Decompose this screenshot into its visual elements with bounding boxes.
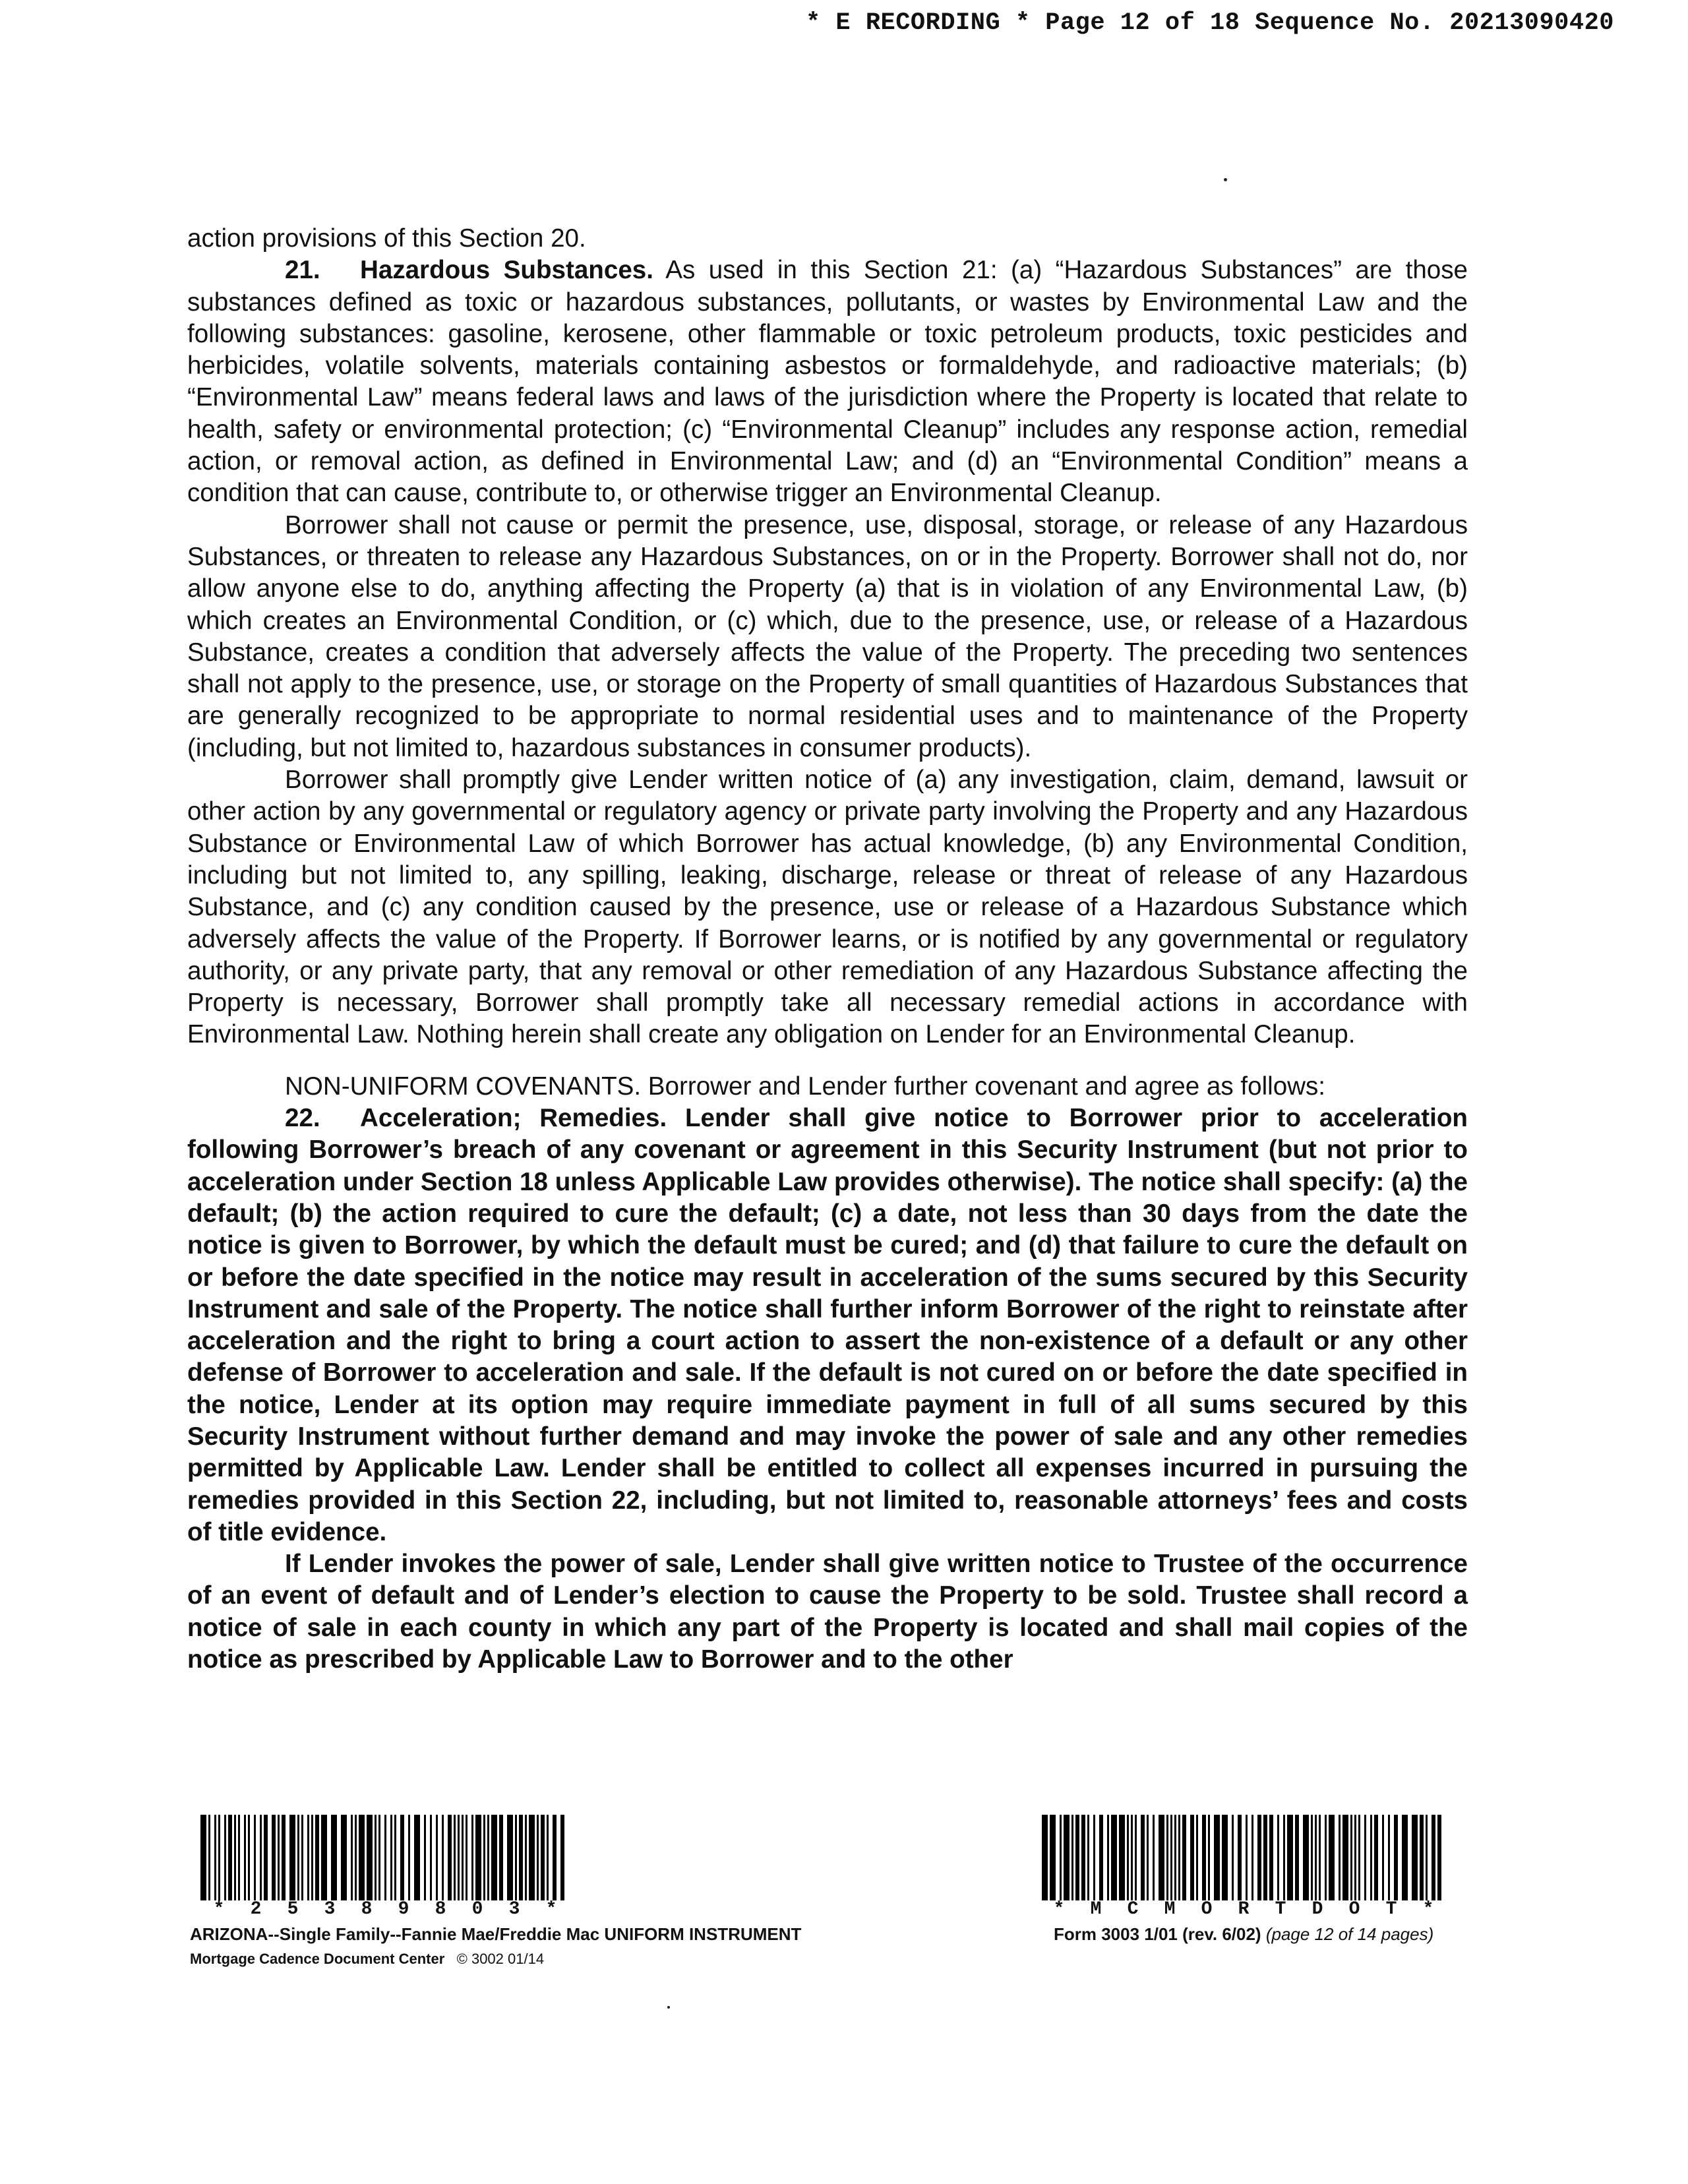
barcode-char: C (1127, 1899, 1139, 1920)
barcode-bar (384, 1815, 386, 1900)
barcode-char: 3 (324, 1899, 336, 1920)
barcode-bar (1437, 1815, 1441, 1900)
barcode-bar (448, 1815, 452, 1900)
barcode-bar (315, 1815, 319, 1900)
barcode-bar (260, 1815, 262, 1900)
barcode-bar (1147, 1815, 1149, 1900)
barcode-bar (547, 1815, 549, 1900)
barcode-bar (553, 1815, 557, 1900)
barcode-bar (541, 1815, 545, 1900)
barcode-bar (1382, 1815, 1384, 1900)
barcode-char: 2 (250, 1899, 262, 1920)
barcode-bar (307, 1815, 309, 1900)
section-21 (187, 255, 1468, 509)
barcode-bar (1050, 1815, 1056, 1900)
scan-speck (1224, 178, 1227, 181)
barcode-bar (1099, 1815, 1103, 1900)
barcode-bar (1042, 1815, 1048, 1900)
barcode-right (1042, 1815, 1448, 1900)
barcode-bar (394, 1815, 396, 1900)
barcode-bar (1319, 1815, 1321, 1900)
non-uniform-covenants: NON-UNIFORM COVENANTS. Borrower and Lender further covenant and agree as follows: (285, 1072, 1326, 1101)
barcode-bar (1287, 1815, 1293, 1900)
barcode-bar (321, 1815, 327, 1900)
barcode-bar (1315, 1815, 1317, 1900)
barcode-bar (351, 1815, 353, 1900)
barcode-bar (1238, 1815, 1242, 1900)
footer-form-label: Form 3003 1/01 (rev. 6/02) (1054, 1924, 1261, 1944)
barcode-bar (458, 1815, 460, 1900)
barcode-bar (560, 1815, 564, 1900)
barcode-char: 8 (361, 1899, 373, 1920)
barcode-bar (442, 1815, 444, 1900)
barcode-left-text (200, 1899, 570, 1920)
barcode-bar (228, 1815, 232, 1900)
barcode-bar (311, 1815, 313, 1900)
barcode-bar (1153, 1815, 1155, 1900)
barcode-bar (1159, 1815, 1164, 1900)
barcode-bar (390, 1815, 392, 1900)
paragraph-borrower-notice: Borrower shall promptly give Lender written notice of (a) any investigation, claim, demand, lawsuit or other action by any governmental or regulatory agency or private party involving the Property and any Hazardous Substance or Environmental Law of which Borrower has actual knowledge, (b) any Environmental Condition, including but not limited to, any spilling, leaking, discharge, release or threat of release of any Hazardous Substance, and (c) any condition caused by the presence, use or release of a Hazardous Substance which adversely affects the value of the Property. If Borrower learns, or is notified by any governmental or regulatory authority, or any private party, that any removal or other remediation of any Hazardous Substance affecting the Property is necessary, Borrower shall promptly take all necessary remedial actions in accordance with Environmental Law. Nothing herein shall create any obligation on Lender for an Environmental Cleanup. (187, 766, 1468, 1049)
barcode-bar (375, 1815, 377, 1900)
barcode-bar (1269, 1815, 1273, 1900)
barcode-bar (1111, 1815, 1117, 1900)
footer-page-count: (page 12 of 14 pages) (1265, 1924, 1434, 1944)
paragraph-power-of-sale: If Lender invokes the power of sale, Lender shall give written notice to Trustee of the occurrence of an event of default and of Lender’s election to cause the Property to be sold. Trustee shall record a notice of sale in each county in which any part of the Property is located and shall mail copies of the notice as prescribed by Applicable Law to Borrower and to the other (187, 1550, 1468, 1674)
barcode-bar (475, 1815, 481, 1900)
barcode-bar (367, 1815, 373, 1900)
barcode-char: 0 (471, 1899, 483, 1920)
barcode-char: M (1090, 1899, 1102, 1920)
barcode-right-text (1040, 1899, 1447, 1920)
barcode-char: 9 (398, 1899, 409, 1920)
document-body (187, 223, 1468, 1676)
barcode-bar (234, 1815, 236, 1900)
barcode-bar (1182, 1815, 1186, 1900)
barcode-bar (1251, 1815, 1253, 1900)
barcode-bar (454, 1815, 456, 1900)
barcode-bar (462, 1815, 464, 1900)
barcode-bar (487, 1815, 489, 1900)
barcode-bar (1412, 1815, 1418, 1900)
section-21-text: As used in this Section 21: (a) “Hazardous Substances” are those substances defined as toxic or hazardous substances, pollutants, or wastes by Environmental Law and the following substances: gasoline, kerosene, other flammable or toxic petroleum products, toxic pesticides and herbicides, volatile solvents, materials containing asbestos or formaldehyde, and radioactive materials; (b) “Environmental Law” means federal laws and laws of the jurisdiction where the Property is located that relate to health, safety or environmental protection; (c) “Environmental Cleanup” includes any response action, remedial action, or removal action, as defined in Environmental Law; and (d) an “Environmental Condition” means a condition that can cause, contribute to, or otherwise trigger an Environmental Cleanup. (187, 256, 1468, 508)
section-22-number: 22. (285, 1104, 320, 1133)
barcode-bar (1329, 1815, 1335, 1900)
barcode-bar (1295, 1815, 1299, 1900)
barcode-bar (1071, 1815, 1073, 1900)
section-21-title: Hazardous Substances. (360, 256, 653, 285)
barcode-bar (1394, 1815, 1398, 1900)
barcode-bar (1190, 1815, 1194, 1900)
barcode-bar (248, 1815, 250, 1900)
barcode-char: O (1348, 1899, 1360, 1920)
barcode-bar (1370, 1815, 1372, 1900)
barcode-bar (1339, 1815, 1341, 1900)
section-22 (187, 1103, 1468, 1548)
barcode-bar (1342, 1815, 1348, 1900)
barcode-bar (378, 1815, 380, 1900)
barcode-bar (341, 1815, 347, 1900)
barcode-bar (1388, 1815, 1390, 1900)
barcode-bar (1364, 1815, 1366, 1900)
barcode-bar (1325, 1815, 1327, 1900)
barcode-bar (224, 1815, 226, 1900)
footer-doc-center-code: © 3002 01/14 (456, 1951, 545, 1967)
barcode-bar (1064, 1815, 1070, 1900)
barcode-bar (355, 1815, 357, 1900)
barcode-bar (208, 1815, 210, 1900)
footer-instrument-title: ARIZONA--Single Family--Fannie Mae/Freddie Mac UNIFORM INSTRUMENT (190, 1924, 802, 1944)
barcode-char: T (1275, 1899, 1286, 1920)
barcode-bar (1060, 1815, 1062, 1900)
barcode-bar (1087, 1815, 1089, 1900)
barcode-bar (200, 1815, 206, 1900)
barcode-bar (264, 1815, 268, 1900)
barcode-bar (529, 1815, 535, 1900)
barcode-bar (331, 1815, 337, 1900)
barcode-bar (400, 1815, 404, 1900)
section-22-text: Acceleration; Remedies. Lender shall give notice to Borrower prior to acceleration following Borrower’s breach of any covenant or agreement in this Security Instrument (but not prior to acceleration under Section 18 unless Applicable Law provides otherwise). The notice shall specify: (a) the default; (b) the action required to cure the default; (c) a date, not less than 30 days from the date the notice is given to Borrower, by which the default must be cured; and (d) that failure to cure the default on or before the date specified in the notice may result in acceleration of the sums secured by this Security Instrument and sale of the Property. The notice shall further inform Borrower of the right to reinstate after acceleration and the right to bring a court action to assert the non-existence of a default or any other defense of Borrower to acceleration and sale. If the default is not cured on or before the date specified in the notice, Lender at its option may require immediate payment in full of all sums secured by this Security Instrument without further demand and may invoke the power of sale and any other remedies permitted by Applicable Law. Lender shall be entitled to collect all expenses incurred in pursuing the remedies provided in this Section 22, including, but not limited to, reasonable attorneys’ fees and costs of title evidence. (187, 1104, 1468, 1546)
barcode-bar (1420, 1815, 1424, 1900)
footer-form-number (1054, 1924, 1433, 1945)
barcode-bar (499, 1815, 503, 1900)
barcode-bar (1170, 1815, 1172, 1900)
barcode-bar (1354, 1815, 1356, 1900)
barcode-bar (1432, 1815, 1435, 1900)
barcode-bar (1402, 1815, 1408, 1900)
barcode-bar (1075, 1815, 1079, 1900)
barcode-bar (244, 1815, 246, 1900)
barcode-bar (430, 1815, 432, 1900)
barcode-bar (1208, 1815, 1210, 1900)
barcode-bar (466, 1815, 467, 1900)
barcode-bar (424, 1815, 426, 1900)
barcode-bar (515, 1815, 517, 1900)
barcode-bar (289, 1815, 295, 1900)
barcode-char: D (1311, 1899, 1323, 1920)
barcode-bar (1257, 1815, 1261, 1900)
barcode-bar (1202, 1815, 1206, 1900)
barcode-bar (1426, 1815, 1428, 1900)
barcode-bar (1374, 1815, 1378, 1900)
footer-doc-center-name: Mortgage Cadence Document Center (190, 1951, 445, 1967)
barcode-bar (1277, 1815, 1279, 1900)
barcode-bar (1081, 1815, 1085, 1900)
barcode-bar (1350, 1815, 1352, 1900)
barcode-char: * (1053, 1899, 1065, 1920)
barcode-char: * (1422, 1899, 1434, 1920)
barcode-bar (238, 1815, 240, 1900)
barcode-char: R (1238, 1899, 1250, 1920)
scan-speck (667, 2006, 670, 2009)
barcode-bar (254, 1815, 256, 1900)
barcode-char: O (1201, 1899, 1213, 1920)
barcode-bar (483, 1815, 485, 1900)
barcode-bar (436, 1815, 438, 1900)
barcode-char: T (1385, 1899, 1397, 1920)
barcode-char: 8 (435, 1899, 446, 1920)
barcode-bar (1246, 1815, 1248, 1900)
recording-header: * E RECORDING * Page 12 of 18 Sequence No. 20213090420 (806, 9, 1614, 37)
barcode-bar (491, 1815, 497, 1900)
barcode-bar (1093, 1815, 1095, 1900)
barcode-bar (218, 1815, 220, 1900)
barcode-bar (1214, 1815, 1220, 1900)
barcode-bar (1119, 1815, 1125, 1900)
barcode-bar (278, 1815, 280, 1900)
barcode-bar (471, 1815, 473, 1900)
barcode-char: 5 (287, 1899, 299, 1920)
barcode-bar (1358, 1815, 1360, 1900)
barcode-bar (359, 1815, 365, 1900)
barcode-bar (414, 1815, 420, 1900)
barcode-bar (537, 1815, 539, 1900)
barcode-char: 3 (508, 1899, 520, 1920)
barcode-char: * (213, 1899, 225, 1920)
barcode-bar (408, 1815, 410, 1900)
barcode-bar (507, 1815, 513, 1900)
barcode-bar (1222, 1815, 1228, 1900)
barcode-bar (1263, 1815, 1267, 1900)
barcode-bar (1196, 1815, 1198, 1900)
barcode-bar (1283, 1815, 1285, 1900)
barcode-bar (1174, 1815, 1176, 1900)
section-21-number: 21. (285, 256, 320, 285)
barcode-bar (1141, 1815, 1145, 1900)
barcode-bar (519, 1815, 523, 1900)
barcode-bar (214, 1815, 216, 1900)
barcode-bar (1232, 1815, 1234, 1900)
paragraph-borrower-shall-not: Borrower shall not cause or permit the presence, use, disposal, storage, or release of any Hazardous Substances, or threaten to release any Hazardous Substances, on or in the Property. Borrower shall not do, nor allow anyone else to do, anything affecting the Property (a) that is in violation of any Environmental Law, (b) which creates an Environmental Condition, or (c) which, due to the presence, use, or release of a Hazardous Substance, creates a condition that adversely affects the value of the Property. The preceding two sentences shall not apply to the presence, use, or storage on the Property of small quantities of Hazardous Substances that are generally recognized to be appropriate to normal residential uses and to maintenance of the Property (including, but not limited to, hazardous substances in consumer products). (187, 510, 1468, 762)
barcode-bar (1311, 1815, 1313, 1900)
paragraph-section20-end: action provisions of this Section 20. (187, 224, 586, 253)
barcode-bar (297, 1815, 299, 1900)
barcode-bar (1107, 1815, 1109, 1900)
barcode-bar (272, 1815, 276, 1900)
barcode-bar (1166, 1815, 1168, 1900)
barcode-bar (1303, 1815, 1309, 1900)
barcode-bar (1135, 1815, 1137, 1900)
footer-document-center (190, 1951, 544, 1968)
barcode-bar (301, 1815, 303, 1900)
barcode-bar (525, 1815, 527, 1900)
barcode-char: M (1164, 1899, 1176, 1920)
barcode-bar (282, 1815, 286, 1900)
barcode-left (200, 1815, 571, 1900)
barcode-bar (1127, 1815, 1129, 1900)
barcode-bar (1178, 1815, 1180, 1900)
barcode-bar (1131, 1815, 1133, 1900)
barcode-char: * (545, 1899, 557, 1920)
